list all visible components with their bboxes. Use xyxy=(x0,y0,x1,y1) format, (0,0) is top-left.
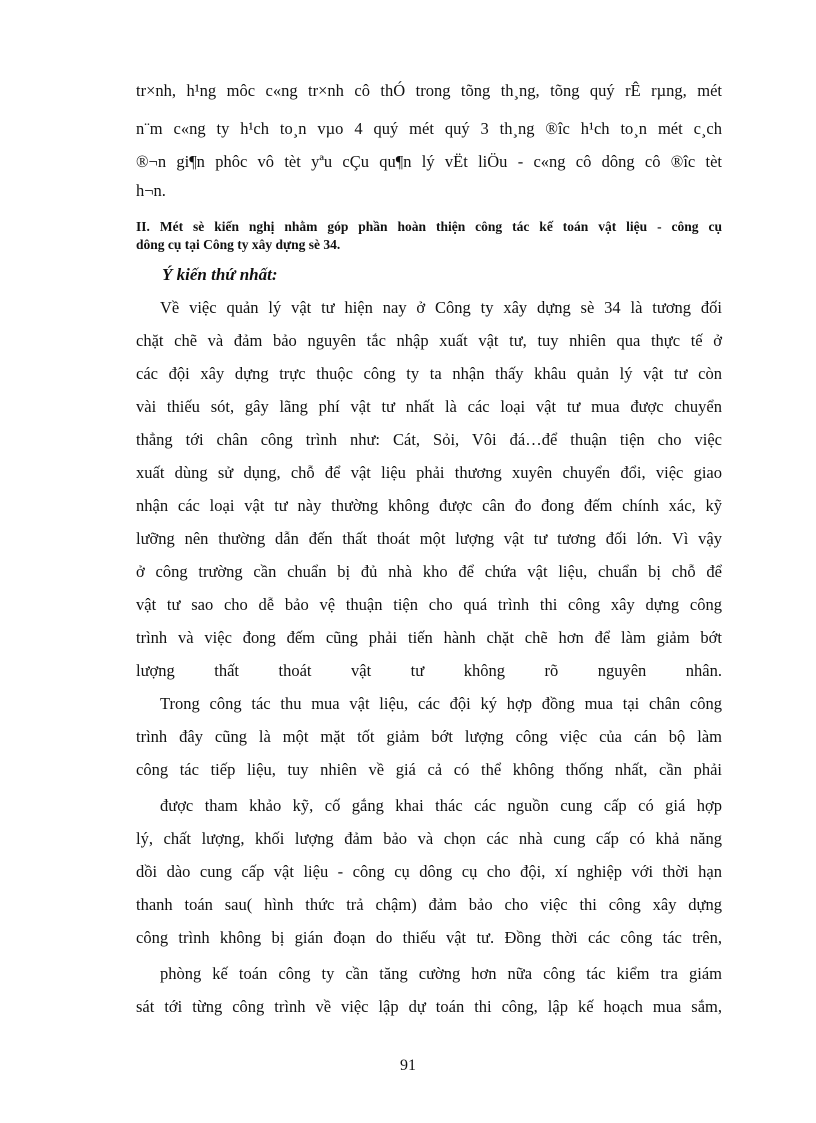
body-line: nhận các loại vật tư này thường không được cân đo đong đếm chính xác, kỹ xyxy=(136,496,722,515)
body-line: trình đây cũng là một mặt tốt giảm bớt lượng công việc của cán bộ làm xyxy=(136,727,722,746)
intro-line: h¬n. xyxy=(136,181,166,200)
body-line: Về việc quản lý vật tư hiện nay ở Công ty xây dựng sè 34 là tương đối xyxy=(160,298,722,317)
page-number: 91 xyxy=(400,1057,416,1074)
body-line: lý, chất lượng, khối lượng đảm bảo và chọn các nhà cung cấp có khả năng xyxy=(136,829,722,848)
body-line: dồi dào cung cấp vật liệu - công cụ dông cụ cho đội, xí nghiệp với thời hạn xyxy=(136,862,722,881)
body-line: lưỡng nên thường dẫn đến thất thoát một lượng vật tư tương đối lớn. Vì vậy xyxy=(136,529,722,548)
intro-line: n¨m c«ng ty h¹ch to¸n vµo 4 quý mét quý 3 th¸ng ®îc h¹ch to¸n mét c¸ch xyxy=(136,119,722,138)
intro-line: ®¬n gi¶n phôc vô tèt yªu cÇu qu¶n lý vËt liÖu - c«ng cô dông cô ®îc tèt xyxy=(136,152,722,171)
subheading: Ý kiến thứ nhất: xyxy=(162,265,278,284)
section-heading-line: II. Mét sè kiến nghị nhằm góp phần hoàn thiện công tác kế toán vật liệu - công cụ xyxy=(136,219,722,234)
body-line: phòng kế toán công ty cần tăng cường hơn nữa công tác kiểm tra giám xyxy=(160,964,722,983)
body-line: được tham khảo kỹ, cố gắng khai thác các nguồn cung cấp có giá hợp xyxy=(160,796,722,815)
body-line: chặt chẽ và đảm bảo nguyên tắc nhập xuất vật tư, tuy nhiên qua thực tế ở xyxy=(136,331,722,350)
section-heading-line: dông cụ tại Công ty xây dựng sè 34. xyxy=(136,237,341,252)
body-line: thanh toán sau( hình thức trả chậm) đảm bảo cho việc thi công xây dựng xyxy=(136,895,722,914)
body-line: trình và việc đong đếm cũng phải tiến hành chặt chẽ hơn để làm giảm bớt xyxy=(136,628,722,647)
body-line: ở công trường cần chuẩn bị đủ nhà kho để chứa vật liệu, chuẩn bị chỗ để xyxy=(136,562,722,581)
body-line: công trình không bị gián đoạn do thiếu vật tư. Đồng thời các công tác trên, xyxy=(136,928,722,947)
body-line: các đội xây dựng trực thuộc công ty ta nhận thấy khâu quản lý vật tư còn xyxy=(136,364,722,383)
body-line: vật tư sao cho dễ bảo vệ thuận tiện cho quá trình thi công xây dựng công xyxy=(136,595,722,614)
body-line: Trong công tác thu mua vật liệu, các đội ký hợp đồng mua tại chân công xyxy=(160,694,722,713)
body-line: vài thiếu sót, gây lãng phí vật tư nhất là các loại vật tư mua được chuyển xyxy=(136,397,722,416)
body-line: sát tới từng công trình về việc lập dự toán thi công, lập kế hoạch mua sắm, xyxy=(136,997,722,1016)
body-line: thẳng tới chân công trình như: Cát, Sỏi, Vôi đá…để thuận tiện cho việc xyxy=(136,430,722,449)
body-line: xuất dùng sử dụng, chỗ để vật liệu phải thương xuyên chuyển đổi, việc giao xyxy=(136,463,722,482)
intro-line: tr×nh, h¹ng môc c«ng tr×nh cô thÓ trong tõng th¸ng, tõng quý rÊ rµng, mét xyxy=(136,81,722,100)
body-line: lượng thất thoát vật tư không rõ nguyên nhân. xyxy=(136,661,722,680)
body-line: công tác tiếp liệu, tuy nhiên về giá cả có thể không thống nhất, cần phải xyxy=(136,760,722,779)
